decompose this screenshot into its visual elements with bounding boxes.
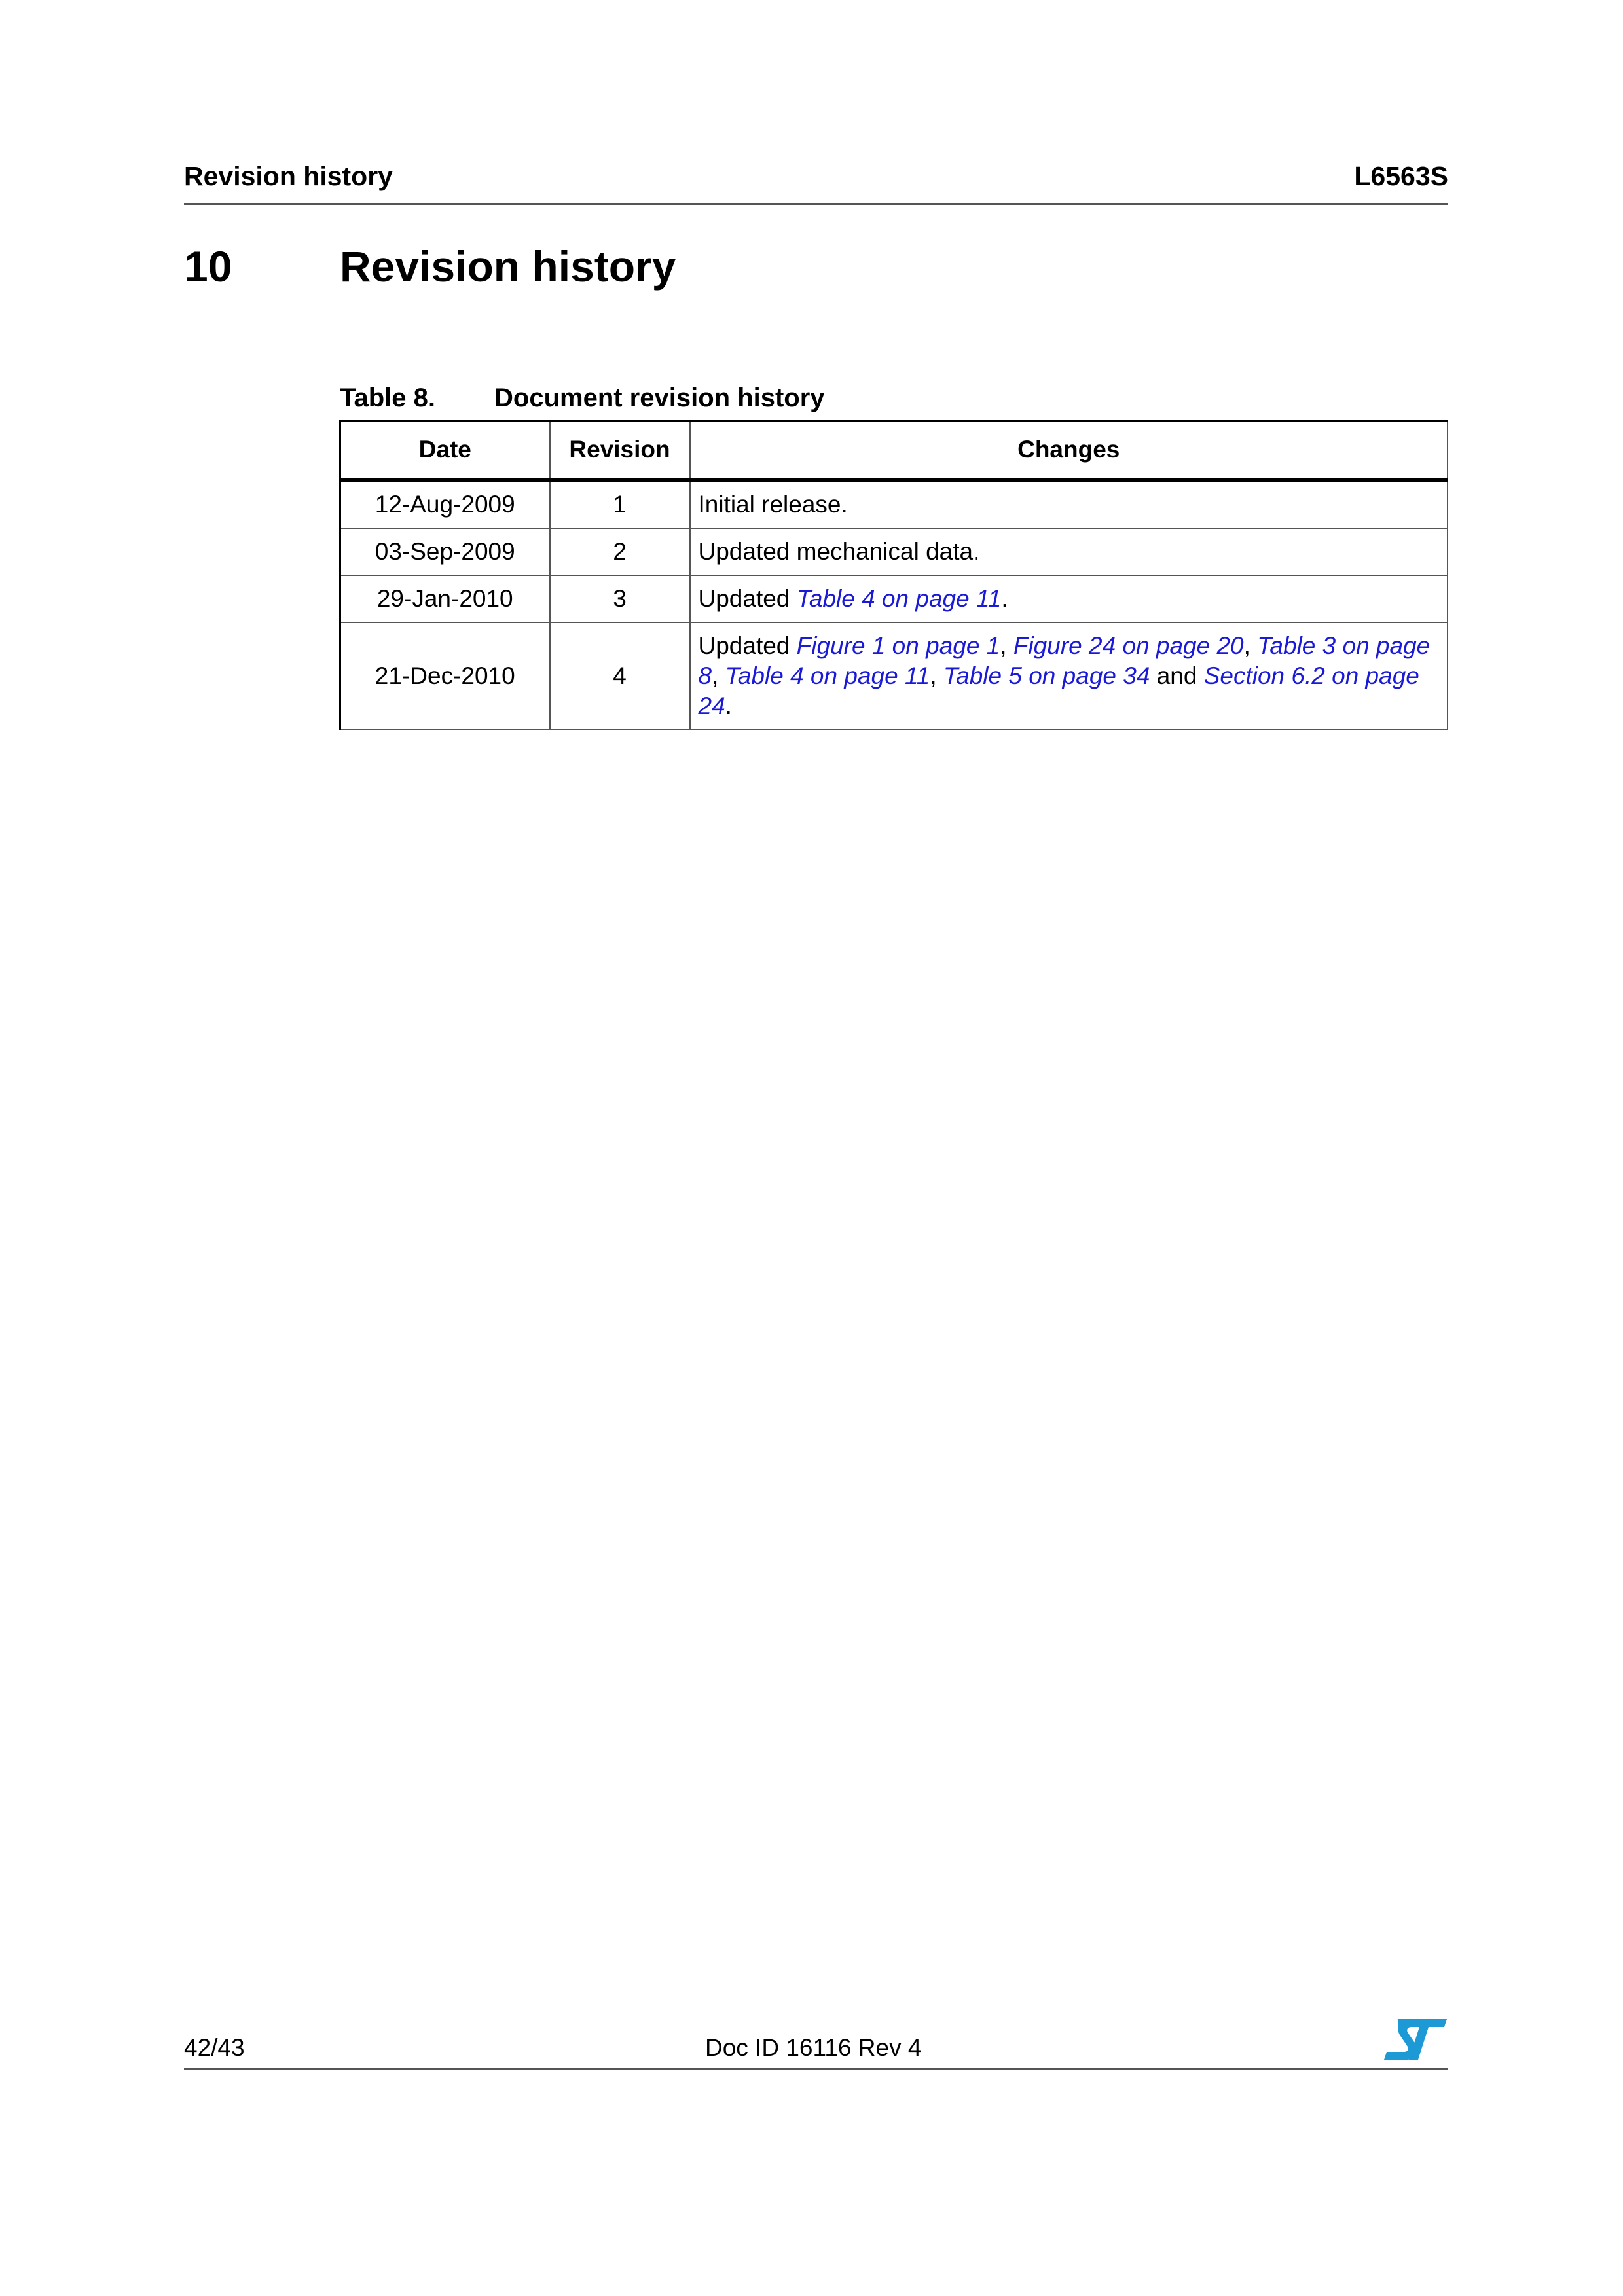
cell-revision: 3 <box>550 575 690 622</box>
cell-revision: 2 <box>550 528 690 575</box>
cross-reference-link[interactable]: Table 4 on page 11 <box>796 585 1002 612</box>
column-header-revision: Revision <box>550 421 690 480</box>
changes-text: , <box>930 662 943 689</box>
cross-reference-link[interactable]: Table 4 on page 11 <box>725 662 930 689</box>
column-header-changes: Changes <box>690 421 1448 480</box>
cross-reference-link[interactable]: Section 6.2 on page 24 <box>698 662 1419 719</box>
cell-date: 29-Jan-2010 <box>340 575 550 622</box>
cell-revision: 1 <box>550 480 690 528</box>
table-row <box>340 622 1448 730</box>
table-caption-title: Document revision history <box>494 384 825 412</box>
page-number: 42/43 <box>184 2034 245 2061</box>
header-divider <box>184 203 1448 205</box>
table-caption-label: Table 8. <box>340 384 435 412</box>
cross-reference-link[interactable]: Table 3 on page 8 <box>698 632 1431 689</box>
table-row <box>340 480 1448 528</box>
cell-date: 03-Sep-2009 <box>340 528 550 575</box>
column-header-date: Date <box>340 421 550 480</box>
table-caption <box>340 384 825 413</box>
changes-text: , <box>1243 632 1258 659</box>
section-title: Revision history <box>340 242 676 291</box>
cross-reference-link[interactable]: Figure 24 on page 20 <box>1013 632 1244 659</box>
running-header-part-number: L6563S <box>1354 161 1448 191</box>
changes-text: Updated mechanical data. <box>698 538 980 565</box>
document-id: Doc ID 16116 Rev 4 <box>705 2034 922 2061</box>
changes-text: . <box>725 692 732 719</box>
cell-date: 12-Aug-2009 <box>340 480 550 528</box>
cross-reference-link[interactable]: Table 5 on page 34 <box>943 662 1150 689</box>
changes-text: and <box>1150 662 1204 689</box>
running-header-section: Revision history <box>184 161 393 191</box>
table-row <box>340 528 1448 575</box>
changes-text: , <box>1000 632 1013 659</box>
cell-date: 21-Dec-2010 <box>340 622 550 730</box>
footer-divider <box>184 2068 1448 2070</box>
cell-changes <box>690 575 1448 622</box>
cell-changes <box>690 622 1448 730</box>
table-header-row <box>340 421 1448 480</box>
changes-text: Updated <box>698 632 797 659</box>
section-number: 10 <box>184 242 232 291</box>
changes-text: . <box>1001 585 1008 612</box>
st-logo-icon <box>1383 2017 1448 2062</box>
changes-text: , <box>712 662 725 689</box>
changes-text: Initial release. <box>698 491 848 518</box>
changes-text: Updated <box>698 585 797 612</box>
cell-changes <box>690 528 1448 575</box>
cross-reference-link[interactable]: Figure 1 on page 1 <box>796 632 1000 659</box>
cell-changes <box>690 480 1448 528</box>
table-row <box>340 575 1448 622</box>
revision-history-table <box>339 420 1448 730</box>
cell-revision: 4 <box>550 622 690 730</box>
